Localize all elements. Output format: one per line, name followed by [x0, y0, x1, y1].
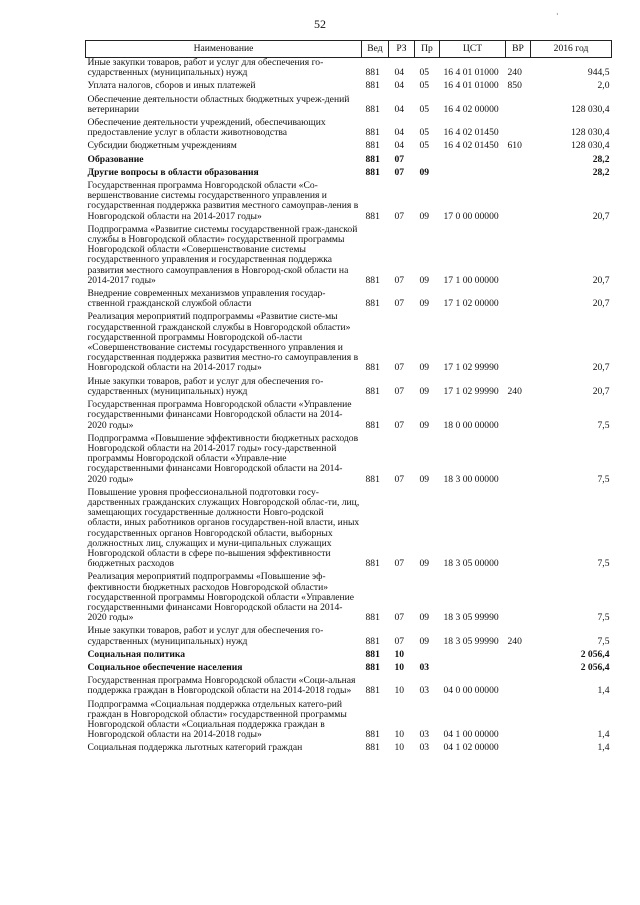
page-number: 52 — [314, 17, 326, 31]
row-vr — [506, 434, 531, 488]
table-row — [86, 289, 612, 312]
row-ved: 881 — [365, 385, 380, 397]
row-vr — [506, 663, 531, 676]
row-name: Уплата налогов, сборов и иных платежей — [87, 80, 256, 92]
row-cst — [440, 168, 506, 181]
row-rz: 04 — [394, 140, 405, 152]
row-rz: 07 — [394, 274, 405, 286]
row-sum: 28,2 — [592, 153, 610, 165]
row-cst: 16 4 02 01450 — [443, 127, 499, 139]
row-name: Повышение уровня профессиональной подготовки госу-дарственных гражданских служащих Новгородской облас-ти, лиц, замещающих государственные должности Новго-родской области, иных работников органов государствен-ной власти, иных государственных органов Новгородской области, выборных должностных лиц, служащих и муни-ципальных служащих Новгородской области в сфере по-вышения эффективности бюджетных расходов — [87, 486, 360, 570]
table-row — [86, 155, 612, 168]
row-sum: 1,4 — [597, 742, 610, 754]
table-row — [86, 700, 612, 744]
row-pr: 03 — [419, 685, 430, 697]
header-ved: Вед — [362, 41, 389, 58]
table-row — [86, 626, 612, 649]
header-cst: ЦСТ — [440, 41, 506, 58]
table-row — [86, 434, 612, 488]
table-row — [86, 312, 612, 376]
row-pr: 09 — [419, 558, 430, 570]
row-sum: 1,4 — [597, 729, 610, 741]
table-row — [86, 676, 612, 699]
row-vr — [506, 400, 531, 434]
row-rz: 07 — [394, 362, 405, 374]
row-ved: 881 — [365, 210, 380, 222]
row-rz: 07 — [394, 298, 405, 310]
row-sum: 2,0 — [597, 80, 610, 92]
row-name: Социальная поддержка льготных категорий граждан — [87, 742, 303, 754]
row-ved: 881 — [365, 103, 380, 115]
row-sum: 944,5 — [587, 67, 610, 79]
row-ved: 881 — [365, 140, 380, 152]
row-vr — [506, 650, 531, 663]
row-ved: 881 — [365, 67, 380, 79]
row-ved: 881 — [365, 661, 380, 673]
table-row — [86, 572, 612, 626]
row-ved: 881 — [365, 127, 380, 139]
row-vr — [506, 676, 531, 699]
row-pr: 05 — [419, 67, 430, 79]
row-rz: 04 — [394, 103, 405, 115]
header-vr: ВР — [506, 41, 531, 58]
row-pr: 09 — [419, 210, 430, 222]
row-name: Субсидии бюджетным учреждениям — [87, 140, 237, 152]
row-sum: 7,5 — [597, 473, 610, 485]
row-name: Реализация мероприятий подпрограммы «Повышение эф-фективности бюджетных расходов Новгородской области» государственной программы Новгородской области «Управление государственными финансами Новгородской области на 2014-2020 годы» — [87, 571, 355, 624]
row-vr — [506, 95, 531, 118]
row-name: Государственная программа Новгородской области «Со-вершенствование системы государственного управления и государственная поддержка развития местного самоуправ-ления в Новгородской области на 2014-2017 годы» — [87, 180, 359, 222]
row-cst — [440, 650, 506, 663]
row-sum: 128 030,4 — [571, 140, 610, 152]
row-ved: 881 — [365, 558, 380, 570]
row-rz: 10 — [394, 685, 405, 697]
row-pr: 05 — [419, 103, 430, 115]
row-cst: 18 3 05 99990 — [443, 612, 499, 624]
row-cst: 16 4 01 01000 — [443, 67, 499, 79]
row-cst: 18 3 05 99990 — [443, 635, 499, 647]
row-cst: 18 0 00 00000 — [443, 419, 499, 431]
header-rz: РЗ — [389, 41, 415, 58]
row-ved: 881 — [365, 166, 380, 178]
budget-table — [85, 40, 612, 757]
row-name: Внедрение современных механизмов управления государ-ственной гражданской службой области — [87, 288, 326, 310]
table-row — [86, 181, 612, 225]
table-row — [86, 650, 612, 663]
row-name: Государственная программа Новгородской области «Соци-альная поддержка граждан в Новгородской области на 2014-2018 годы» — [87, 675, 356, 697]
row-pr: 09 — [419, 385, 430, 397]
row-cst: 17 0 00 00000 — [443, 210, 499, 222]
row-pr: 09 — [419, 635, 430, 647]
row-sum: 128 030,4 — [571, 127, 610, 139]
row-name: Реализация мероприятий подпрограммы «Развитие систе-мы государственной гражданской службы в Новгородской области» государственной программы Новгородской об-ласти «Совершенствование системы государственного управления и государственная поддержка развития местно-го самоуправления в Новгородской области на 2014-2017 годы» — [87, 311, 359, 374]
row-name: Государственная программа Новгородской области «Управление государственными финансами Новгородской области на 2014-2020 годы» — [87, 399, 352, 431]
row-ved: 881 — [365, 612, 380, 624]
row-rz: 10 — [394, 661, 405, 673]
row-name: Социальное обеспечение населения — [87, 661, 243, 673]
row-sum: 2 056,4 — [580, 648, 610, 660]
row-pr — [415, 155, 440, 168]
row-rz: 07 — [394, 612, 405, 624]
row-pr: 09 — [419, 298, 430, 310]
row-cst — [440, 155, 506, 168]
row-vr: 240 — [507, 635, 522, 647]
row-rz: 04 — [394, 80, 405, 92]
row-sum: 20,7 — [592, 298, 610, 310]
row-sum: 1,4 — [597, 685, 610, 697]
row-sum: 20,7 — [592, 274, 610, 286]
row-ved: 881 — [365, 635, 380, 647]
row-ved: 881 — [365, 473, 380, 485]
row-rz: 10 — [394, 648, 405, 660]
corner-mark: · — [556, 10, 559, 19]
row-cst: 17 1 02 00000 — [443, 298, 499, 310]
row-vr: 610 — [507, 140, 522, 152]
row-name: Обеспечение деятельности областных бюджетных учреж-дений ветеринарии — [87, 93, 350, 115]
row-name: Подпрограмма «Развитие системы государственной граж-данской службы в Новгородской области» государственной программы Новгородской области «Совершенствование системы государственного управления и государственная поддержка развития местного самоуправления в Новгород-ской области на 2014-2017 годы» — [87, 223, 358, 286]
row-sum: 7,5 — [597, 635, 610, 647]
table-row — [86, 81, 612, 94]
row-ved: 881 — [365, 685, 380, 697]
row-rz: 07 — [394, 153, 405, 165]
row-pr: 03 — [419, 729, 430, 741]
table-header-row — [86, 41, 612, 58]
row-ved: 881 — [365, 274, 380, 286]
row-vr — [506, 181, 531, 225]
row-ved: 881 — [365, 362, 380, 374]
row-vr — [506, 155, 531, 168]
table-row — [86, 141, 612, 154]
row-name: Подпрограмма «Социальная поддержка отдельных катего-рий граждан в Новгородской области» государственной программы Новгородской области «Социальная поддержка граждан в Новгородской области на 2014-2018 годы» — [87, 698, 347, 741]
row-pr — [415, 650, 440, 663]
row-vr — [506, 743, 531, 756]
row-sum: 7,5 — [597, 612, 610, 624]
row-cst: 17 1 02 99990 — [443, 362, 499, 374]
row-name: Обеспечение деятельности учреждений, обеспечивающих предоставление услуг в области животноводства — [87, 117, 326, 139]
row-pr: 05 — [419, 140, 430, 152]
row-sum: 7,5 — [597, 558, 610, 570]
row-pr: 09 — [419, 419, 430, 431]
row-name: Иные закупки товаров, работ и услуг для обеспечения го-сударственных (муниципальных) нужд — [87, 625, 324, 647]
row-sum: 20,7 — [592, 362, 610, 374]
row-rz: 10 — [394, 742, 405, 754]
row-sum: 128 030,4 — [571, 103, 610, 115]
row-name: Образование — [87, 153, 144, 165]
table-row — [86, 400, 612, 434]
row-rz: 07 — [394, 166, 405, 178]
row-name: Социальная политика — [87, 648, 186, 660]
row-vr — [506, 118, 531, 141]
row-pr: 03 — [419, 742, 430, 754]
row-cst: 18 3 00 00000 — [443, 473, 499, 485]
row-pr: 05 — [419, 80, 430, 92]
row-cst: 16 4 02 01450 — [443, 140, 499, 152]
table-row — [86, 743, 612, 756]
row-cst: 04 0 00 00000 — [443, 685, 499, 697]
row-cst: 16 4 02 00000 — [443, 103, 499, 115]
row-rz: 07 — [394, 419, 405, 431]
row-rz: 04 — [394, 67, 405, 79]
row-vr: 240 — [507, 67, 522, 79]
row-ved: 881 — [365, 419, 380, 431]
row-ved: 881 — [365, 729, 380, 741]
row-rz: 07 — [394, 635, 405, 647]
row-pr: 09 — [419, 362, 430, 374]
row-cst — [440, 663, 506, 676]
row-pr: 09 — [419, 274, 430, 286]
row-sum: 20,7 — [592, 385, 610, 397]
row-vr: 240 — [507, 385, 522, 397]
row-ved: 881 — [365, 153, 380, 165]
table-row — [86, 377, 612, 400]
row-vr — [506, 289, 531, 312]
row-rz: 07 — [394, 210, 405, 222]
row-vr — [506, 488, 531, 573]
row-vr — [506, 700, 531, 744]
row-ved: 881 — [365, 80, 380, 92]
row-pr: 03 — [419, 661, 430, 673]
table-row — [86, 225, 612, 289]
table-row — [86, 95, 612, 118]
header-year: 2016 год — [531, 41, 612, 58]
row-pr: 09 — [419, 166, 430, 178]
row-cst: 04 1 02 00000 — [443, 742, 499, 754]
table-row — [86, 58, 612, 82]
table-row — [86, 488, 612, 573]
row-sum: 28,2 — [592, 166, 610, 178]
row-cst: 16 4 01 01000 — [443, 80, 499, 92]
table-row — [86, 118, 612, 141]
row-sum: 2 056,4 — [580, 661, 610, 673]
row-rz: 10 — [394, 729, 405, 741]
row-pr: 09 — [419, 473, 430, 485]
row-ved: 881 — [365, 742, 380, 754]
row-vr: 850 — [507, 80, 522, 92]
row-name: Подпрограмма «Повышение эффективности бюджетных расходов Новгородской области на 2014-2017 годы» госу-дарственной программы Новгородской области «Управле-ние государственными финансами Новгородской области на 2014-2020 годы» — [87, 432, 359, 485]
row-ved: 881 — [365, 298, 380, 310]
row-sum: 20,7 — [592, 210, 610, 222]
row-pr: 09 — [419, 612, 430, 624]
row-ved: 881 — [365, 648, 380, 660]
row-cst: 18 3 05 00000 — [443, 558, 499, 570]
table-body — [86, 58, 612, 757]
row-rz: 07 — [394, 385, 405, 397]
row-cst: 17 1 00 00000 — [443, 274, 499, 286]
row-vr — [506, 312, 531, 376]
row-vr — [506, 168, 531, 181]
row-sum: 7,5 — [597, 419, 610, 431]
row-vr — [506, 225, 531, 289]
header-name: Наименование — [86, 41, 362, 58]
row-rz: 07 — [394, 473, 405, 485]
header-pr: Пр — [415, 41, 440, 58]
row-name: Иные закупки товаров, работ и услуг для обеспечения го-сударственных (муниципальных) нужд — [87, 57, 324, 79]
row-cst: 17 1 02 99990 — [443, 385, 499, 397]
row-vr — [506, 572, 531, 626]
row-pr: 05 — [419, 127, 430, 139]
row-name: Другие вопросы в области образования — [87, 166, 259, 178]
row-cst: 04 1 00 00000 — [443, 729, 499, 741]
row-name: Иные закупки товаров, работ и услуг для обеспечения го-сударственных (муниципальных) нужд — [87, 375, 324, 397]
row-rz: 04 — [394, 127, 405, 139]
row-rz: 07 — [394, 558, 405, 570]
